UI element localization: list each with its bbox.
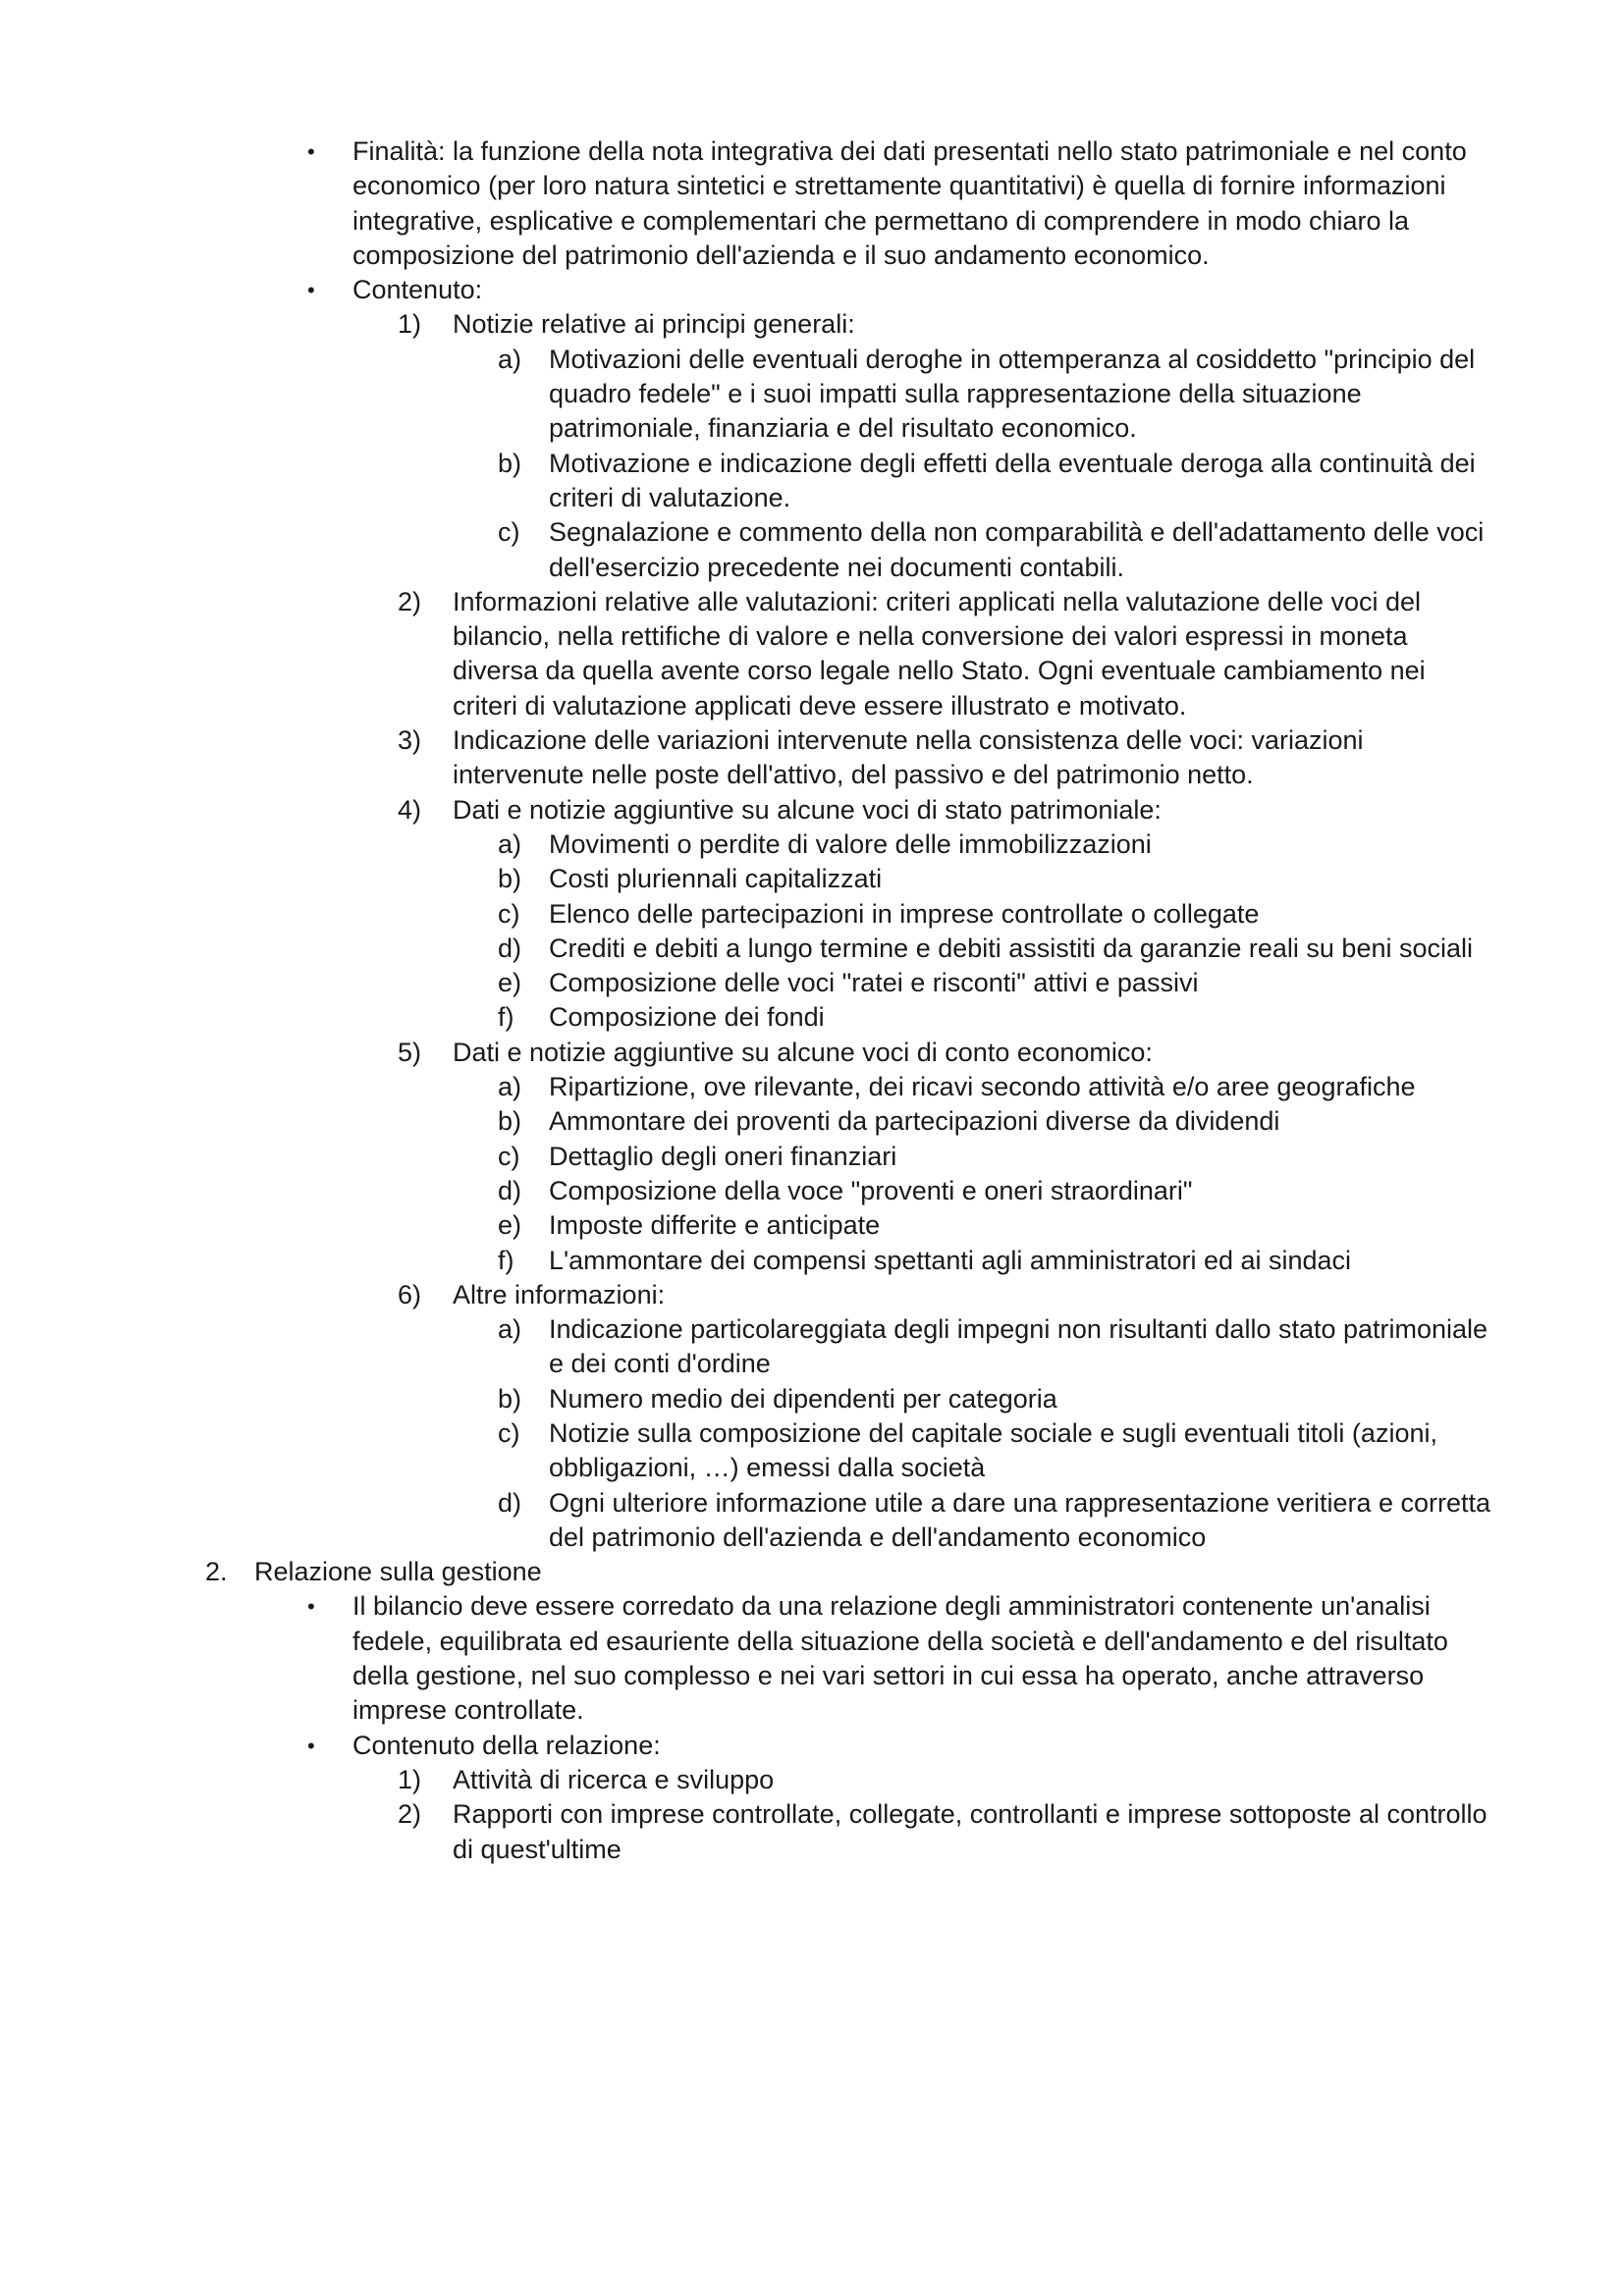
letter-marker: d)	[498, 1487, 522, 1518]
letter-marker: b)	[498, 448, 522, 478]
list-item	[398, 1797, 1623, 1867]
list-item-text: Ripartizione, ove rilevante, dei ricavi secondo attività e/o aree geografiche	[549, 1072, 1416, 1102]
list-item	[498, 966, 1623, 1000]
list-item-text: Motivazioni delle eventuali deroghe in ottemperanza al cosiddetto "principio del quadro fedele" e i suoi impatti sulla rappresentazione della situazione patrimoniale, finanziaria e del risultato economico.	[549, 344, 1476, 444]
list-item	[498, 1070, 1623, 1104]
list-item	[398, 1763, 1623, 1797]
letter-marker: c)	[498, 517, 520, 548]
letter-marker: b)	[498, 1106, 522, 1137]
list-item	[498, 1382, 1623, 1416]
list-item	[498, 1244, 1623, 1278]
list-item-text: Indicazione delle variazioni intervenute nella consistenza delle voci: variazioni intervenute nelle poste dell'attivo, del passivo e del patrimonio netto.	[453, 725, 1364, 790]
number-marker: 2)	[398, 586, 422, 616]
list-item-text: Composizione dei fondi	[549, 1002, 825, 1033]
list-item	[498, 1104, 1623, 1139]
list-item	[498, 897, 1623, 932]
list-item	[498, 828, 1623, 862]
list-item	[498, 932, 1623, 966]
list-item-text: Costi pluriennali capitalizzati	[549, 864, 883, 894]
letter-marker: f)	[498, 1245, 514, 1275]
letter-marker: d)	[498, 1175, 522, 1205]
list-item-text: Notizie sulla composizione del capitale sociale e sugli eventuali titoli (azioni, obbligazioni, …) emessi dalla società	[549, 1417, 1437, 1483]
letter-marker: e)	[498, 968, 522, 998]
list-item-text: Ogni ulteriore informazione utile a dare una rappresentazione veritiera e corretta del patrimonio dell'azienda e dell'andamento economico	[549, 1487, 1491, 1552]
list-item-text: Notizie relative ai principi generali:	[453, 309, 855, 340]
section-heading	[205, 1555, 1623, 1589]
list-item	[307, 273, 1623, 307]
list-item	[498, 1000, 1623, 1035]
letter-marker: a)	[498, 344, 522, 374]
list-item-text: Dettaglio degli oneri finanziari	[549, 1141, 897, 1171]
number-marker: 1)	[398, 309, 422, 340]
list-item-text: Composizione della voce "proventi e oneri straordinari"	[549, 1175, 1193, 1205]
bullet-marker: •	[307, 139, 315, 164]
number-marker: 6)	[398, 1279, 422, 1309]
list-item	[498, 515, 1623, 585]
list-item-text: Crediti e debiti a lungo termine e debiti assistiti da garanzie reali su beni sociali	[549, 933, 1474, 963]
list-item	[398, 723, 1623, 793]
list-item	[498, 1174, 1623, 1208]
list-item	[398, 793, 1623, 828]
list-item-text: Finalità: la funzione della nota integrativa dei dati presentati nello stato patrimoniale e nel conto economico (per loro natura sintetici e strettamente quantitativi) è quella di fornire informazioni integrative, esplicative e complementari che permettano di comprendere in modo chiaro la composizione del patrimonio dell'azienda e il suo andamento economico.	[352, 136, 1467, 270]
document-page	[0, 134, 1623, 1867]
section-number: 2.	[205, 1557, 228, 1587]
list-item	[398, 1036, 1623, 1070]
list-item-text: L'ammontare dei compensi spettanti agli amministratori ed ai sindaci	[549, 1245, 1352, 1275]
list-item-text: Contenuto della relazione:	[352, 1730, 661, 1760]
letter-marker: b)	[498, 1383, 522, 1414]
list-item	[498, 343, 1623, 447]
letter-marker: a)	[498, 1072, 522, 1102]
section-title: Relazione sulla gestione	[254, 1557, 542, 1587]
list-item-text: Numero medio dei dipendenti per categoria	[549, 1383, 1057, 1414]
list-item-text: Indicazione particolareggiata degli impegni non risultanti dallo stato patrimoniale e dei conti d'ordine	[549, 1314, 1488, 1379]
list-item	[498, 1140, 1623, 1174]
list-item	[398, 585, 1623, 723]
letter-marker: c)	[498, 1141, 520, 1171]
bullet-marker: •	[307, 278, 315, 303]
list-item	[307, 1589, 1623, 1728]
bullet-marker: •	[307, 1733, 315, 1758]
list-item-text: Altre informazioni:	[453, 1279, 666, 1309]
list-item-text: Dati e notizie aggiuntive su alcune voci di conto economico:	[453, 1037, 1153, 1067]
list-item	[498, 1416, 1623, 1486]
letter-marker: f)	[498, 1002, 514, 1033]
letter-marker: e)	[498, 1210, 522, 1241]
list-item-text: Ammontare dei proventi da partecipazioni diverse da dividendi	[549, 1106, 1280, 1137]
list-item	[498, 447, 1623, 516]
number-marker: 1)	[398, 1764, 422, 1794]
number-marker: 4)	[398, 794, 422, 825]
number-marker: 5)	[398, 1037, 422, 1067]
list-item	[498, 862, 1623, 896]
number-marker: 2)	[398, 1799, 422, 1830]
list-item-text: Il bilancio deve essere corredato da una relazione degli amministratori contenente un'analisi fedele, equilibrata ed esauriente della situazione della società e dell'andamento e del risultato della gestione, nel suo complesso e nei vari settori in cui essa ha operato, anche attraverso imprese controllate.	[352, 1591, 1448, 1726]
bullet-marker: •	[307, 1594, 315, 1620]
letter-marker: d)	[498, 933, 522, 963]
list-item	[498, 1312, 1623, 1382]
list-item	[307, 134, 1623, 273]
number-marker: 3)	[398, 725, 422, 756]
letter-marker: a)	[498, 828, 522, 859]
list-item-text: Segnalazione e commento della non comparabilità e dell'adattamento delle voci dell'esercizio precedente nei documenti contabili.	[549, 517, 1485, 582]
letter-marker: b)	[498, 864, 522, 894]
list-item-text: Imposte differite e anticipate	[549, 1210, 881, 1241]
list-item-text: Contenuto:	[352, 275, 483, 305]
list-item-text: Movimenti o perdite di valore delle immobilizzazioni	[549, 828, 1152, 859]
letter-marker: c)	[498, 1417, 520, 1448]
list-item	[307, 1729, 1623, 1763]
list-item-text: Dati e notizie aggiuntive su alcune voci di stato patrimoniale:	[453, 794, 1162, 825]
letter-marker: a)	[498, 1314, 522, 1345]
list-item	[498, 1208, 1623, 1243]
list-item-text: Motivazione e indicazione degli effetti della eventuale deroga alla continuità dei criteri di valutazione.	[549, 448, 1476, 512]
list-item-text: Elenco delle partecipazioni in imprese controllate o collegate	[549, 898, 1260, 929]
list-item-text: Informazioni relative alle valutazioni: criteri applicati nella valutazione delle voci del bilancio, nella rettifiche di valore e nella conversione dei valori espressi in moneta diversa da quella avente corso legale nello Stato. Ogni eventuale cambiamento nei criteri di valutazione applicati deve essere illustrato e motivato.	[453, 586, 1426, 721]
list-item	[398, 307, 1623, 342]
letter-marker: c)	[498, 898, 520, 929]
list-item-text: Attività di ricerca e sviluppo	[453, 1764, 775, 1794]
list-item	[398, 1278, 1623, 1312]
list-item-text: Rapporti con imprese controllate, collegate, controllanti e imprese sottoposte al controllo di quest'ultime	[453, 1799, 1488, 1864]
list-item-text: Composizione delle voci "ratei e risconti" attivi e passivi	[549, 968, 1199, 998]
list-item	[498, 1486, 1623, 1556]
